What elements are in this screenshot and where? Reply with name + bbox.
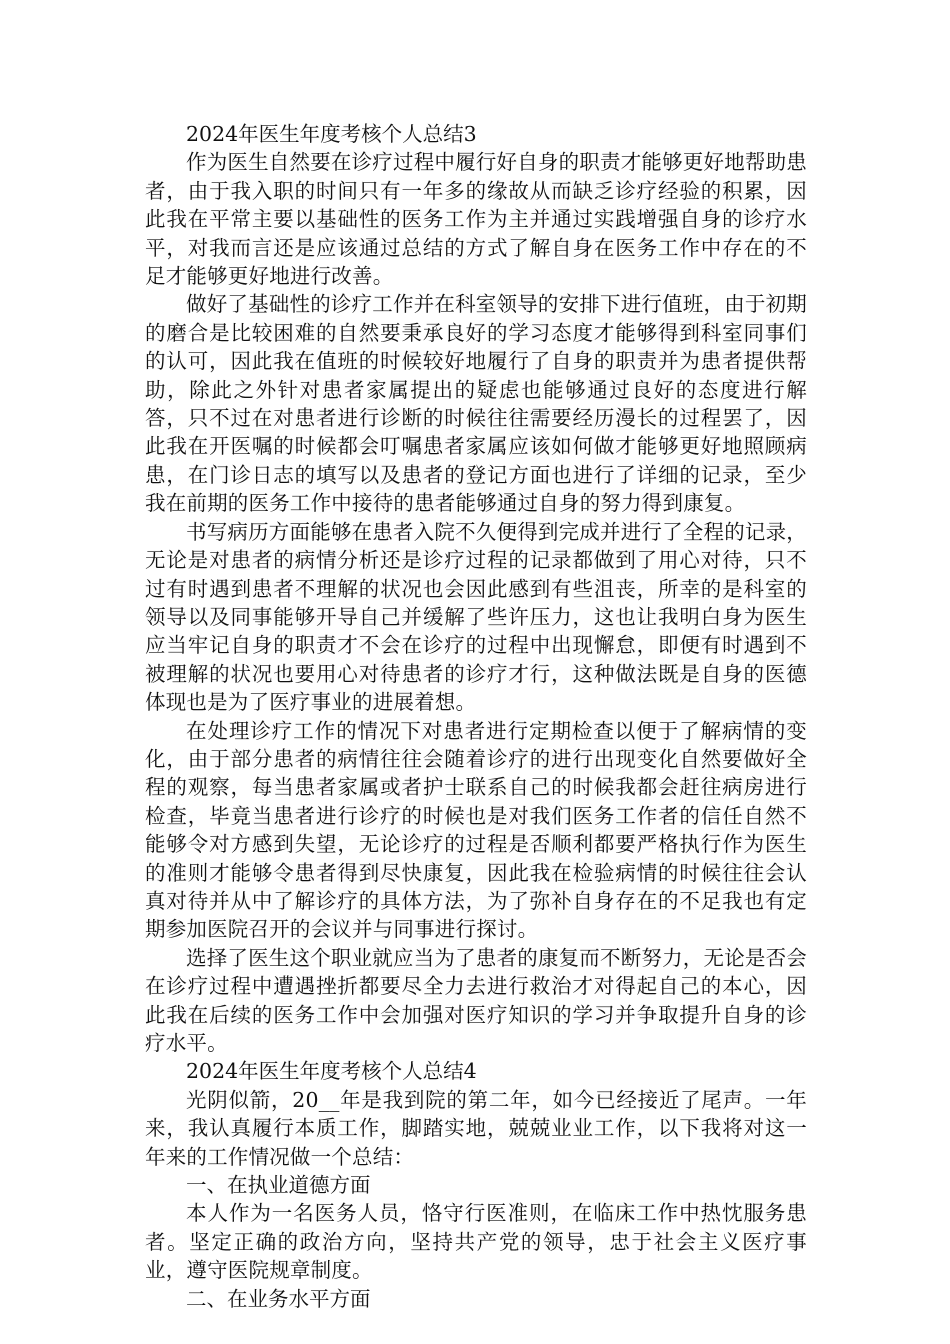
section-4-subheading-1: 一、在执业道德方面 <box>186 1173 371 1198</box>
section-3-paragraph-1: 作为医生自然要在诊疗过程中履行好自身的职责才能够更好地帮助患者，由于我入职的时间只有一年多的缘故从而缺乏诊疗经验的积累，因此我在平常主要以基础性的医务工作为主并通过实践增强自身的诊疗水平，对我而言还是应该通过总结的方式了解自身在医务工作中存在的不足才能够更好地进行改善。 <box>145 150 807 289</box>
section-4-intro: 光阴似箭，20__年是我到院的第二年，如今已经接近了尾声。一年来，我认真履行本质工作，脚踏实地，兢兢业业工作，以下我将对这一年来的工作情况做一个总结： <box>145 1087 807 1169</box>
section-3-paragraph-3: 书写病历方面能够在患者入院不久便得到完成并进行了全程的记录，无论是对患者的病情分析还是诊疗过程的记录都做到了用心对待，只不过有时遇到患者不理解的状况也会因此感到有些沮丧，所幸的是科室的领导以及同事能够开导自己并缓解了些许压力，这也让我明白身为医生应当牢记自身的职责才不会在诊疗的过程中出现懈怠，即便有时遇到不被理解的状况也要用心对待患者的诊疗才行，这种做法既是自身的医德体现也是为了医疗事业的进展着想。 <box>145 519 807 715</box>
section-4-subheading-2: 二、在业务水平方面 <box>186 1286 371 1311</box>
section-4-title: 2024年医生年度考核个人总结4 <box>186 1059 477 1084</box>
section-3-title: 2024年医生年度考核个人总结3 <box>186 122 477 146</box>
section-3-paragraph-4: 在处理诊疗工作的情况下对患者进行定期检查以便于了解病情的变化，由于部分患者的病情往往会随着诊疗的进行出现变化自然要做好全程的观察，每当患者家属或者护士联系自己的时候我都会赶往病房进行检查，毕竟当患者进行诊疗的时候也是对我们医务工作者的信任自然不能够令对方感到失望，无论诊疗的过程是否顺利都要严格执行作为医生的准则才能够令患者得到尽快康复，因此我在检验病情的时候往往会认真对待并从中了解诊疗的具体方法，为了弥补自身存在的不足我也有定期参加医院召开的会议并与同事进行探讨。 <box>145 718 807 942</box>
document-page <box>145 120 807 1313</box>
section-4-sub1-paragraph: 本人作为一名医务人员，恪守行医准则，在临床工作中热忱服务患者。坚定正确的政治方向，坚持共产党的领导，忠于社会主义医疗事业，遵守医院规章制度。 <box>145 1201 807 1283</box>
section-3-paragraph-2: 做好了基础性的诊疗工作并在科室领导的安排下进行值班，由于初期的磨合是比较困难的自然要秉承良好的学习态度才能够得到科室同事们的认可，因此我在值班的时候较好地履行了自身的职责并为患者提供帮助，除此之外针对患者家属提出的疑虑也能够通过良好的态度进行解答，只不过在对患者进行诊断的时候往往需要经历漫长的过程罢了，因此我在开医嘱的时候都会叮嘱患者家属应该如何做才能够更好地照顾病患，在门诊日志的填写以及患者的登记方面也进行了详细的记录，至少我在前期的医务工作中接待的患者能够通过自身的努力得到康复。 <box>145 292 807 516</box>
section-3-paragraph-5: 选择了医生这个职业就应当为了患者的康复而不断努力，无论是否会在诊疗过程中遭遇挫折都要尽全力去进行救治才对得起自己的本心，因此我在后续的医务工作中会加强对医疗知识的学习并争取提升自身的诊疗水平。 <box>145 945 807 1055</box>
